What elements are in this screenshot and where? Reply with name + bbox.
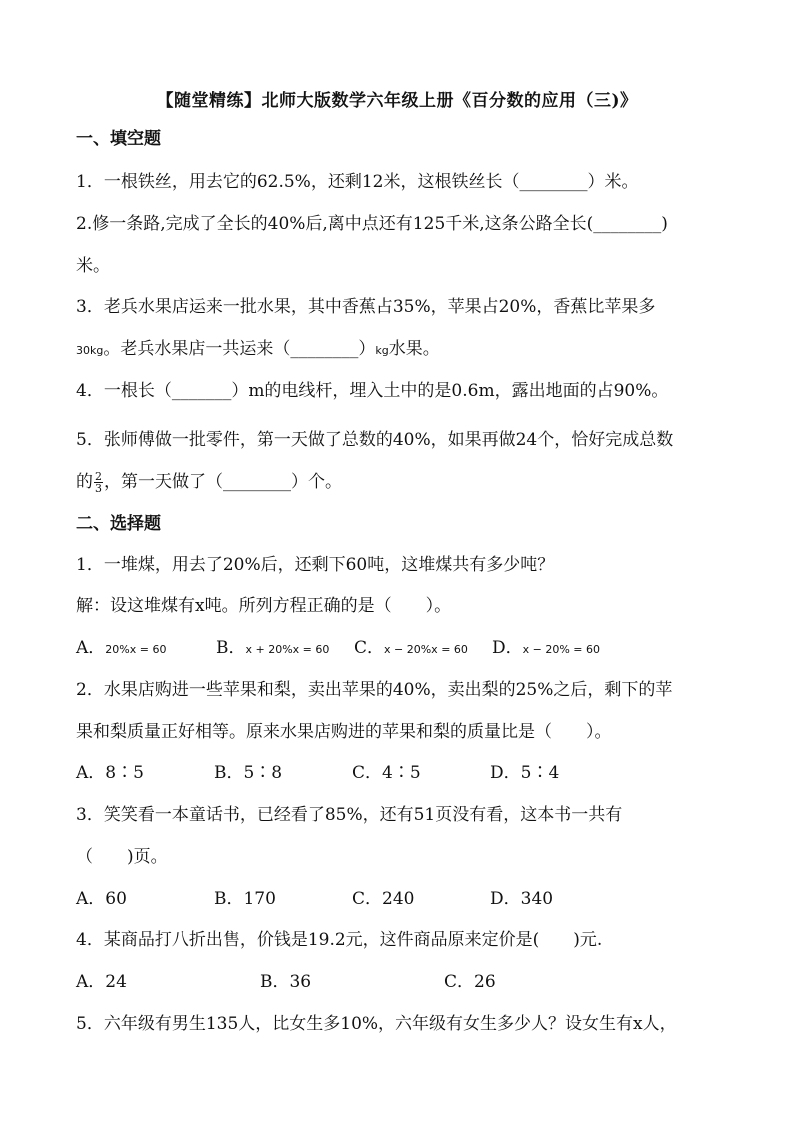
fraction-two-thirds [94, 471, 103, 494]
fill-question-1: 1．一根铁丝，用去它的62.5%，还剩12米，这根铁丝长（________）米。 [76, 172, 639, 192]
choice-question-2-line-1: 2．水果店购进一些苹果和梨，卖出苹果的40%，卖出梨的25%之后，剩下的苹 [76, 680, 673, 700]
choice-question-1: 1．一堆煤，用去了20%后，还剩下60吨，这堆煤共有多少吨？ [76, 555, 555, 575]
fill-question-3-end-text: 水果。 [388, 339, 440, 359]
section-choice-heading: 二、选择题 [76, 514, 161, 534]
fill-question-5-prefix: 的 [76, 472, 93, 492]
choice-4-option-a: A．24 [76, 972, 127, 992]
choice-3-option-a: A．60 [76, 889, 127, 909]
fill-question-3-quantity: 30kg [76, 344, 104, 357]
fill-question-2-line-2: 米。 [76, 256, 110, 276]
choice-question-1-sub: 解：设这堆煤有x吨。所列方程正确的是（ ）。 [76, 596, 452, 616]
fill-question-3-line-1: 3．老兵水果店运来一批水果，其中香蕉占35%，苹果占20%，香蕉比苹果多 [76, 297, 656, 317]
fill-question-3-middle-text: 。老兵水果店一共运来（________） [103, 339, 376, 359]
option-label: B． [216, 638, 246, 658]
choice-3-option-d: D．340 [490, 889, 554, 909]
choice-2-option-a: A．8∶5 [76, 763, 144, 783]
option-equation: 20%x = 60 [105, 643, 167, 656]
option-equation: x − 20%x = 60 [384, 643, 468, 656]
option-label: D． [492, 638, 523, 658]
choice-question-3-line-1: 3．笑笑看一本童话书，已经看了85%，还有51页没有看，这本书一共有 [76, 805, 623, 825]
fill-question-5-suffix: ，第一天做了（________）个。 [104, 472, 342, 492]
choice-2-option-c: C．4∶5 [352, 763, 421, 783]
choice-question-4: 4．某商品打八折出售，价钱是19.2元，这件商品原来定价是( )元. [76, 930, 603, 950]
page-title: 【随堂精练】北师大版数学六年级上册《百分数的应用（三)》 [156, 91, 638, 111]
choice-4-option-b: B．36 [260, 972, 312, 992]
option-equation: x − 20% = 60 [522, 643, 601, 656]
fraction-denominator: 3 [95, 482, 102, 495]
option-equation: x + 20%x = 60 [245, 643, 330, 656]
choice-3-option-b: B．170 [214, 889, 276, 909]
fill-question-3-line-2 [76, 337, 728, 363]
choice-1-option-b [216, 636, 329, 662]
fill-question-4: 4．一根长（_______）m的电线杆，埋入土中的是0.6m，露出地面的占90%。 [76, 381, 669, 401]
fill-question-5-line-1: 5．张师傅做一批零件，第一天做了总数的40%，如果再做24个，恰好完成总数 [76, 430, 674, 450]
choice-1-option-d [492, 636, 600, 662]
choice-1-option-a [76, 636, 166, 662]
choice-2-option-b: B．5∶8 [214, 763, 283, 783]
fill-question-2-line-1: 2.修一条路,完成了全长的40%后,离中点还有125千米,这条公路全长(________) [76, 214, 668, 234]
choice-4-option-c: C．26 [444, 972, 496, 992]
option-label: A． [76, 638, 106, 658]
choice-2-option-d: D．5∶4 [490, 763, 560, 783]
choice-question-2-line-2: 果和梨质量正好相等。原来水果店购进的苹果和梨的质量比是（ ）。 [76, 722, 612, 742]
choice-question-5: 5．六年级有男生135人，比女生多10%，六年级有女生多少人？设女生有x人， [76, 1014, 677, 1034]
fill-question-3-unit: kg [375, 344, 389, 357]
choice-1-option-c [354, 636, 468, 662]
fill-question-5-line-2 [76, 470, 728, 494]
section-fill-in-heading: 一、填空题 [76, 129, 161, 149]
choice-question-3-line-2: （ )页。 [76, 847, 168, 867]
choice-3-option-c: C．240 [352, 889, 415, 909]
option-label: C． [354, 638, 385, 658]
fraction-numerator: 2 [95, 470, 102, 483]
